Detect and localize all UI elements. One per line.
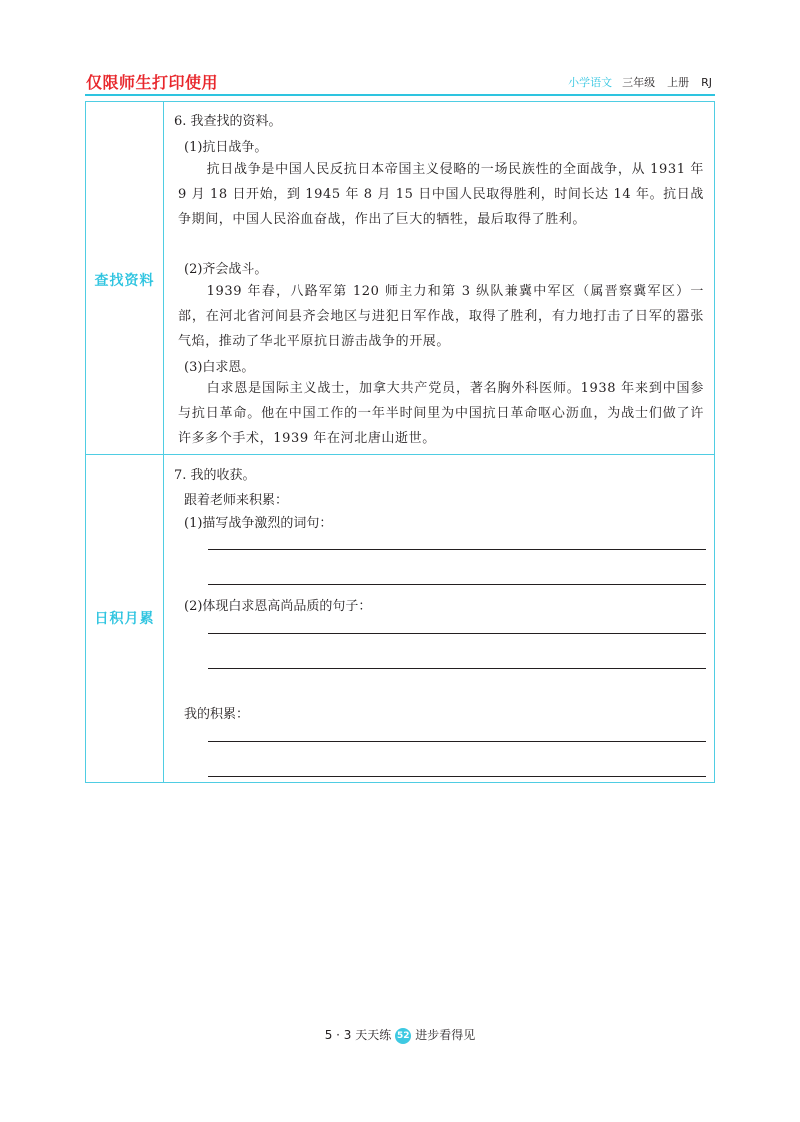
item-3-text: 白求恩是国际主义战士，加拿大共产党员，著名胸外科医师。1938 年来到中国参与抗日革命。他在中国工作的一年半时间里为中国抗日革命呕心沥血，为战士们做了许许多多个手术，1939 年在河北唐山逝世。	[178, 381, 704, 446]
my-accumulation-label: 我的积累：	[184, 707, 250, 722]
question-6-title: 6. 我查找的资料。	[174, 114, 282, 129]
answer-line-2[interactable]	[208, 584, 706, 585]
question-7-title: 7. 我的收获。	[174, 468, 256, 483]
worksheet-table	[85, 101, 715, 783]
answer-line-6[interactable]	[208, 776, 706, 777]
volume-label: 上册	[667, 76, 690, 89]
answer-line-3[interactable]	[208, 633, 706, 634]
answer-line-1[interactable]	[208, 549, 706, 550]
item-1-title: (1)抗日战争。	[184, 140, 268, 155]
section-label-research: 查找资料	[94, 273, 155, 289]
sub-question-1: (1)描写战争激烈的词句：	[184, 516, 333, 531]
section-label-accumulate: 日积月累	[94, 611, 155, 627]
column-divider	[163, 102, 164, 782]
research-content	[174, 102, 704, 454]
book-info	[568, 74, 712, 90]
item-2-text: 1939 年春，八路军第 120 师主力和第 3 纵队兼冀中军区（属晋察冀军区）一部，在河北省河间县齐会地区与进犯日军作战，取得了胜利，有力地打击了日军的嚣张气焰，推动了华北平原抗日游击战争的开展。	[178, 284, 704, 349]
accumulate-content	[174, 455, 704, 783]
teacher-intro: 跟着老师来积累：	[184, 493, 289, 508]
subject-label: 小学语文	[568, 76, 613, 89]
footer-slogan: 进步看得见	[415, 1028, 476, 1042]
header-rule	[85, 94, 715, 96]
print-notice: 仅限师生打印使用	[86, 73, 219, 92]
page-number-badge: 52	[395, 1028, 411, 1044]
edition-label: RJ	[701, 76, 712, 89]
page-footer	[0, 1026, 800, 1044]
footer-brand: 5 · 3 天天练	[324, 1028, 392, 1042]
item-2-title: (2)齐会战斗。	[184, 262, 268, 277]
sub-question-2: (2)体现白求恩高尚品质的句子：	[184, 599, 372, 614]
answer-line-5[interactable]	[208, 741, 706, 742]
grade-label: 三年级	[622, 76, 656, 89]
item-3-title: (3)白求恩。	[184, 360, 255, 375]
item-1-text: 抗日战争是中国人民反抗日本帝国主义侵略的一场民族性的全面战争，从 1931 年 9 月 18 日开始，到 1945 年 8 月 15 日中国人民取得胜利，时间长达 14 年。抗日战争期间，中国人民浴血奋战，作出了巨大的牺牲，最后取得了胜利。	[178, 162, 704, 227]
answer-line-4[interactable]	[208, 668, 706, 669]
